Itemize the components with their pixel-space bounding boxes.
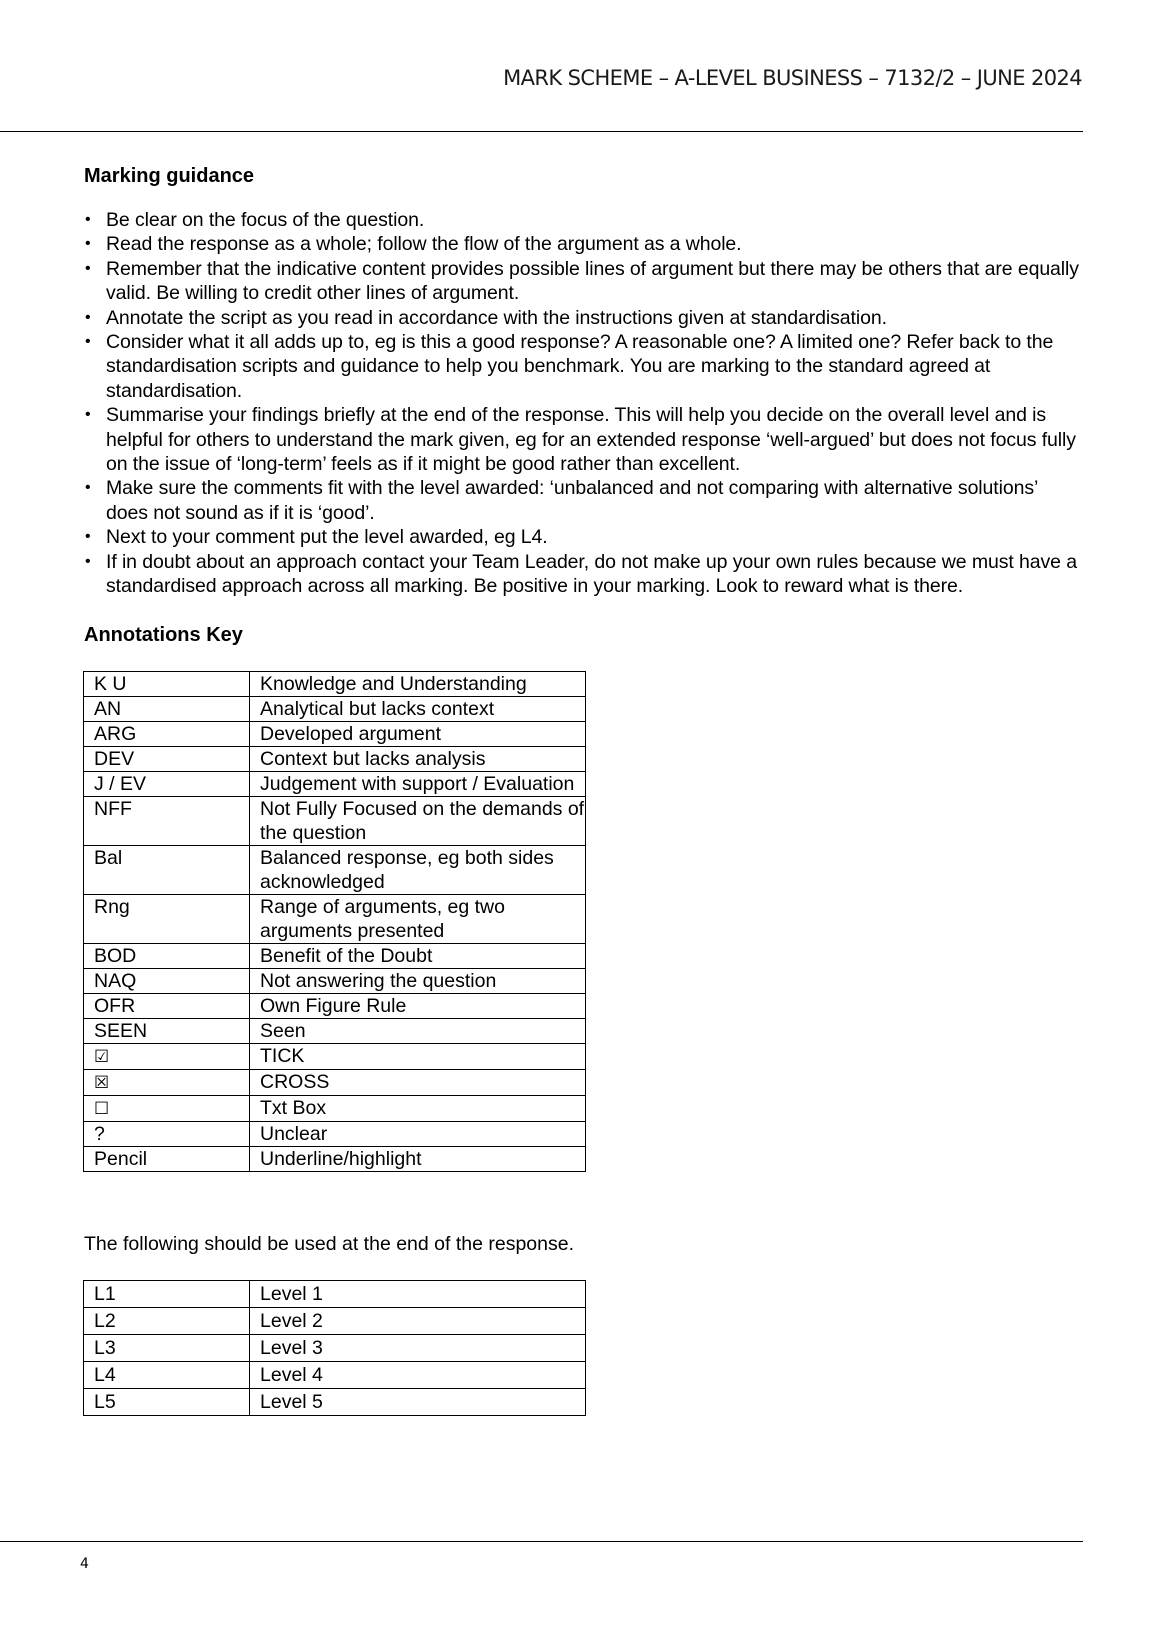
guidance-item-text: Summarise your findings briefly at the end of the response. This will help you decide on the overall level and is helpful for others to understand the mark given, eg for an extended response ‘well-argued’ but does not focus fully on the issue of ‘long-term’ feels as if it might be good rather than excellent.	[106, 404, 1076, 476]
table-row	[84, 771, 586, 796]
annotation-code: SEEN	[84, 1018, 250, 1043]
table-row	[84, 696, 586, 721]
table-row	[84, 1018, 586, 1043]
annotation-meaning: Seen	[250, 1018, 586, 1043]
guidance-item	[84, 403, 1084, 476]
marking-guidance-list	[84, 208, 1084, 599]
annotation-code: ARG	[84, 721, 250, 746]
table-row	[84, 746, 586, 771]
annotation-code: K U	[84, 671, 250, 696]
table-row	[84, 1280, 586, 1307]
header-divider	[0, 131, 1083, 132]
level-code: L3	[84, 1334, 250, 1361]
level-meaning: Level 2	[250, 1307, 586, 1334]
bullet-icon: •	[85, 479, 91, 497]
annotation-meaning: Own Figure Rule	[250, 993, 586, 1018]
annotation-meaning: Context but lacks analysis	[250, 746, 586, 771]
bullet-icon: •	[85, 333, 91, 351]
guidance-item	[84, 525, 1084, 549]
table-row	[84, 1121, 586, 1146]
annotation-meaning: Underline/highlight	[250, 1146, 586, 1171]
guidance-item-text: If in doubt about an approach contact your Team Leader, do not make up your own rules because we must have a standardised approach across all marking. Be positive in your marking. Look to reward what is there.	[106, 550, 1077, 598]
bullet-icon: •	[85, 235, 91, 253]
guidance-item	[84, 232, 1084, 256]
annotation-meaning: Not answering the question	[250, 968, 586, 993]
table-row	[84, 1069, 586, 1095]
level-meaning: Level 5	[250, 1388, 586, 1415]
annotation-code	[84, 1069, 250, 1095]
annotation-meaning: Judgement with support / Evaluation	[250, 771, 586, 796]
annotation-meaning: Developed argument	[250, 721, 586, 746]
table-row	[84, 1334, 586, 1361]
annotation-code: Rng	[84, 894, 250, 943]
table-row	[84, 968, 586, 993]
bullet-icon: •	[85, 308, 91, 326]
annotation-meaning: Analytical but lacks context	[250, 696, 586, 721]
annotations-key-table	[83, 671, 586, 1172]
table-row	[84, 1361, 586, 1388]
guidance-item-text: Make sure the comments fit with the level awarded: ‘unbalanced and not comparing with alternative solutions’ does not sound as if it is ‘good’.	[106, 477, 1038, 524]
document-header-title: MARK SCHEME – A-LEVEL BUSINESS – 7132/2 – JUNE 2024	[503, 66, 1082, 90]
bullet-icon: •	[85, 552, 91, 570]
annotation-meaning: Benefit of the Doubt	[250, 943, 586, 968]
marking-guidance-heading: Marking guidance	[84, 165, 255, 187]
level-meaning: Level 1	[250, 1280, 586, 1307]
table-row	[84, 943, 586, 968]
annotation-code: NFF	[84, 796, 250, 845]
bullet-icon: •	[85, 528, 91, 546]
level-code: L1	[84, 1280, 250, 1307]
guidance-item-text: Remember that the indicative content provides possible lines of argument but there may be others that are equally valid. Be willing to credit other lines of argument.	[106, 257, 1079, 305]
table-row	[84, 796, 586, 845]
table-row	[84, 1095, 586, 1121]
guidance-item	[84, 208, 1084, 232]
guidance-item	[84, 550, 1084, 599]
annotation-code: NAQ	[84, 968, 250, 993]
annotations-key-heading: Annotations Key	[84, 623, 243, 646]
level-code: L2	[84, 1307, 250, 1334]
table-row	[84, 671, 586, 696]
bullet-icon: •	[85, 406, 91, 424]
annotation-code	[84, 1095, 250, 1121]
annotation-meaning: Not Fully Focused on the demands of the question	[250, 796, 586, 845]
table-row	[84, 993, 586, 1018]
annotation-meaning: CROSS	[250, 1069, 586, 1095]
annotation-code: ?	[84, 1121, 250, 1146]
annotation-meaning: Range of arguments, eg two arguments presented	[250, 894, 586, 943]
annotation-code: BOD	[84, 943, 250, 968]
annotation-code: Pencil	[84, 1146, 250, 1171]
text-box-icon: ☐	[94, 1098, 110, 1119]
level-meaning: Level 4	[250, 1361, 586, 1388]
bullet-icon: •	[85, 211, 91, 228]
annotation-meaning: Knowledge and Understanding	[250, 671, 586, 696]
tick-box-icon: ☑	[94, 1046, 110, 1067]
annotation-meaning: Balanced response, eg both sides acknowledged	[250, 845, 586, 894]
annotation-code: AN	[84, 696, 250, 721]
annotation-code: OFR	[84, 993, 250, 1018]
footer-divider	[0, 1541, 1083, 1542]
level-code: L4	[84, 1361, 250, 1388]
table-row	[84, 894, 586, 943]
page-number: 4	[80, 1556, 89, 1572]
bullet-icon: •	[85, 259, 91, 277]
guidance-item-text: Annotate the script as you read in accordance with the instructions given at standardisation.	[106, 306, 887, 329]
annotation-meaning: Txt Box	[250, 1095, 586, 1121]
annotation-code: J / EV	[84, 771, 250, 796]
table-row	[84, 1043, 586, 1069]
guidance-item	[84, 257, 1084, 306]
annotation-meaning: TICK	[250, 1043, 586, 1069]
annotation-code: DEV	[84, 746, 250, 771]
guidance-item-text: Consider what it all adds up to, eg is this a good response? A reasonable one? A limited one? Refer back to the standardisation scripts and guidance to help you benchmark. You are marking to the standard agreed at standardisation.	[106, 331, 1054, 402]
guidance-item-text: Read the response as a whole; follow the flow of the argument as a whole.	[106, 233, 742, 256]
guidance-item	[84, 476, 1084, 525]
table-row	[84, 721, 586, 746]
annotation-code	[84, 1043, 250, 1069]
guidance-item-text: Be clear on the focus of the question.	[106, 209, 425, 231]
guidance-item-text: Next to your comment put the level awarded, eg L4.	[106, 526, 548, 549]
table-row	[84, 1146, 586, 1171]
levels-table	[83, 1280, 586, 1416]
level-code: L5	[84, 1388, 250, 1415]
annotation-meaning: Unclear	[250, 1121, 586, 1146]
level-meaning: Level 3	[250, 1334, 586, 1361]
page-content	[84, 164, 1084, 1416]
table-row	[84, 845, 586, 894]
table-row	[84, 1307, 586, 1334]
guidance-item	[84, 306, 1084, 330]
guidance-item	[84, 330, 1084, 403]
end-of-response-note: The following should be used at the end of the response.	[84, 1232, 575, 1255]
table-row	[84, 1388, 586, 1415]
annotation-code: Bal	[84, 845, 250, 894]
cross-box-icon: ☒	[94, 1072, 110, 1093]
